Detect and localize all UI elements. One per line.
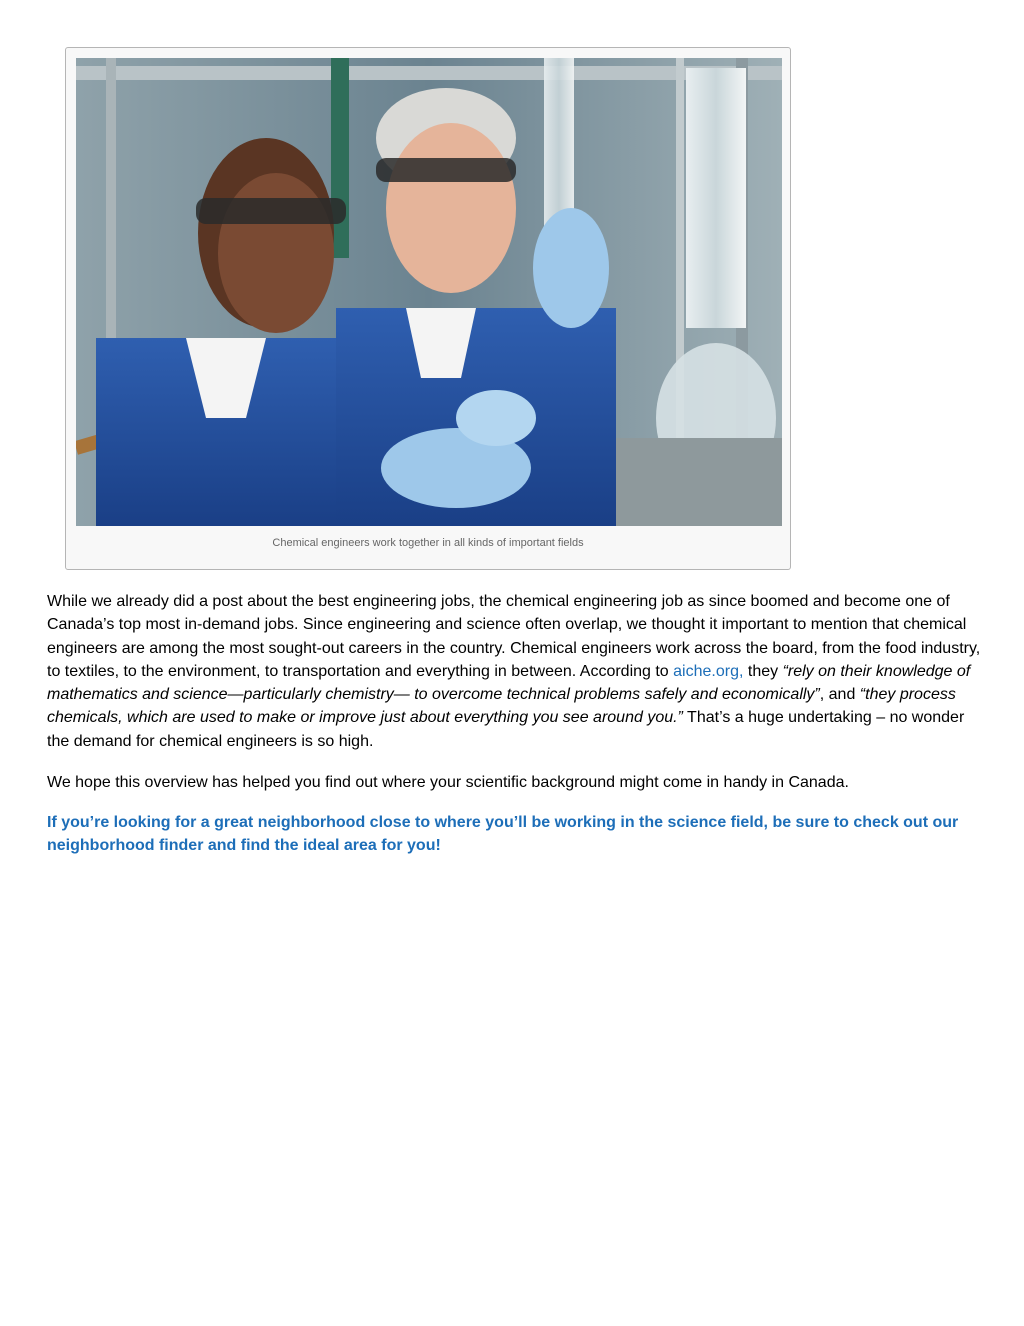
body-paragraph-1 <box>47 590 987 753</box>
lab-photo-illustration <box>76 58 782 526</box>
body-paragraph-2: We hope this overview has helped you find out where your scientific background might come in handy in Canada. <box>47 774 849 791</box>
quote-1: “rely on their knowledge of mathematics and science—particularly chemistry— to overcome technical problems safely and economically” <box>47 662 971 704</box>
paragraph-after-link: they <box>743 662 783 680</box>
figure-caption: Chemical engineers work together in all kinds of important fields <box>272 537 584 549</box>
paragraph-intro: While we already did a post about the best engineering jobs, the chemical engineering job as since boomed and become one of Canada’s top most in-demand jobs. Since engineering and science often overlap, we thought it important to mention that chemical engineers are among the most sought-out careers in the country. Chemical engineers work across the board, from the food industry, to textiles, to the environment, to transportation and everything in between. According to <box>47 593 981 680</box>
paragraph-ending: That’s a huge undertaking – no wonder the demand for chemical engineers is so high. <box>47 709 965 750</box>
lab-photo <box>76 58 782 526</box>
paragraph-joiner: , and <box>819 686 860 704</box>
call-to-action: If you’re looking for a great neighborhood close to where you’ll be working in the science field, be sure to check out our neighborhood finder and find the ideal area for you! <box>47 814 959 855</box>
aiche-link[interactable]: aiche.org, <box>673 662 744 680</box>
quote-2: “they process chemicals, which are used to make or improve just about everything you see around you.” <box>47 686 956 727</box>
figure <box>65 47 791 570</box>
